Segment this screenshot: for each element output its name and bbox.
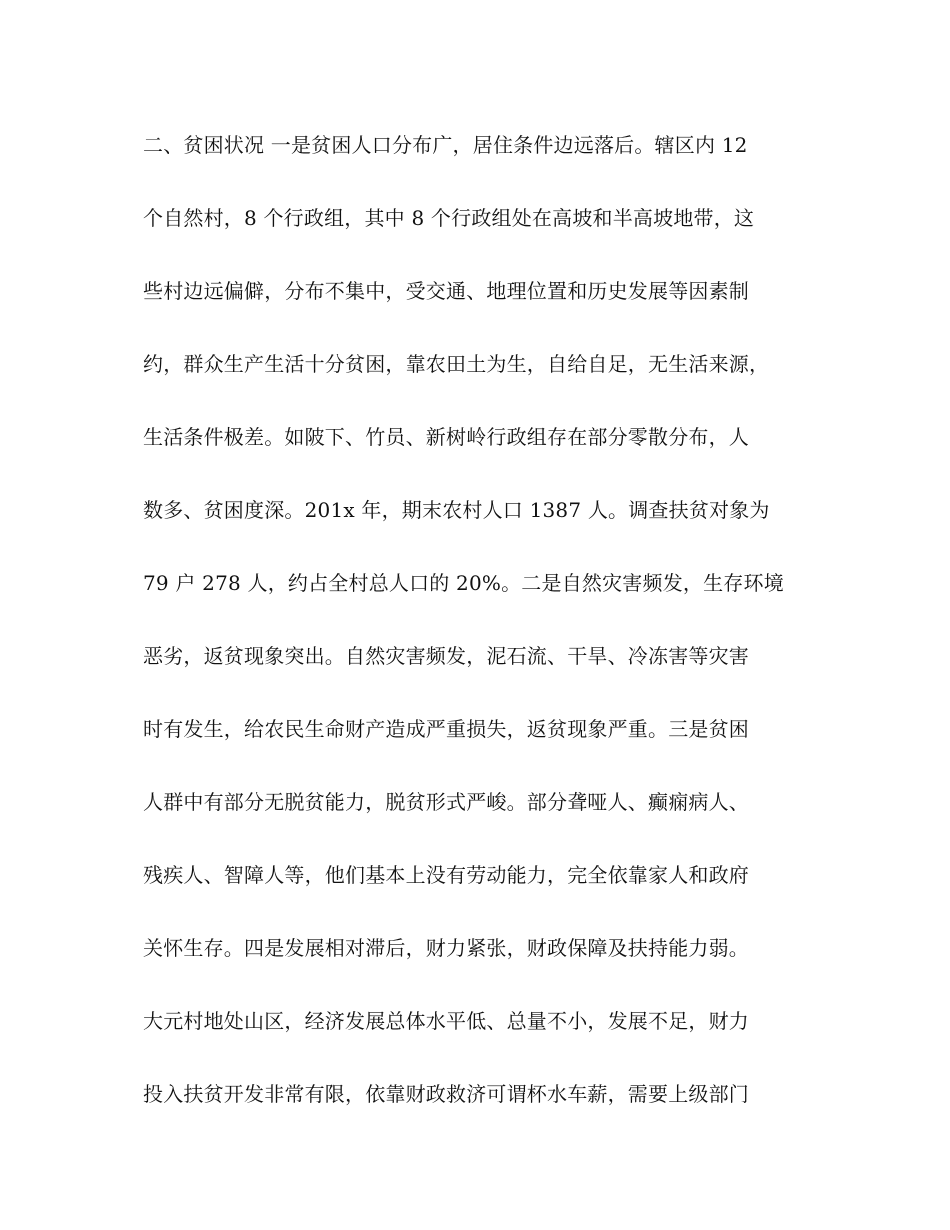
text-line: 些村边远偏僻，分布不集中，受交通、地理位置和历史发展等因素制 xyxy=(143,279,749,303)
text-line: 79 户 278 人，约占全村总人口的 20%。二是自然灾害频发，生存环境 xyxy=(143,571,784,595)
document-body xyxy=(143,126,823,1148)
text-line: 投入扶贫开发非常有限，依靠财政救济可谓杯水车薪，需要上级部门 xyxy=(143,1082,749,1106)
text-line: 生活条件极差。如陂下、竹员、新树岭行政组存在部分零散分布，人 xyxy=(143,425,749,449)
text-line: 残疾人、智障人等，他们基本上没有劳动能力，完全依靠家人和政府 xyxy=(143,863,749,887)
text-line: 二、贫困状况 一是贫困人口分布广，居住条件边远落后。辖区内 12 xyxy=(143,133,748,157)
text-line: 个自然村，8 个行政组，其中 8 个行政组处在高坡和半高坡地带，这 xyxy=(143,206,755,230)
text-line: 数多、贫困度深。201x 年，期末农村人口 1387 人。调查扶贫对象为 xyxy=(143,498,770,522)
text-line: 大元村地处山区，经济发展总体水平低、总量不小，发展不足，财力 xyxy=(143,1009,749,1033)
text-line: 恶劣，返贫现象突出。自然灾害频发，泥石流、干旱、冷冻害等灾害 xyxy=(143,644,749,668)
text-line: 时有发生，给农民生命财产造成严重损失，返贫现象严重。三是贫困 xyxy=(143,717,749,741)
text-line: 关怀生存。四是发展相对滞后，财力紧张，财政保障及扶持能力弱。 xyxy=(143,936,749,960)
text-line: 约，群众生产生活十分贫困，靠农田土为生，自给自足，无生活来源， xyxy=(143,352,770,376)
text-line: 人群中有部分无脱贫能力，脱贫形式严峻。部分聋哑人、癫痫病人、 xyxy=(143,790,749,814)
